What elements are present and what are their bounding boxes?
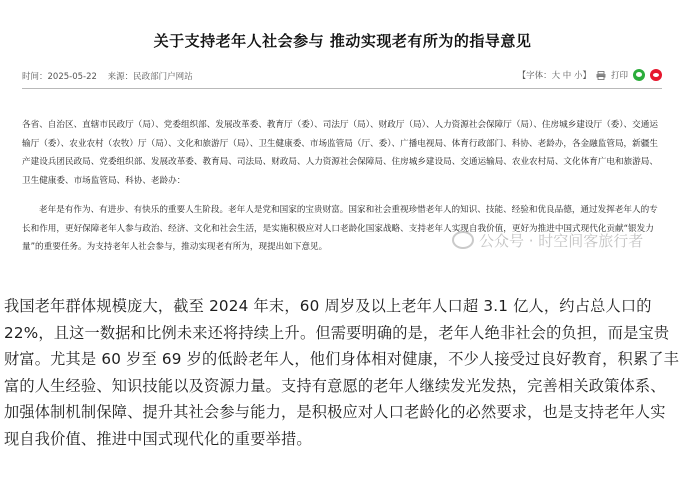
print-icon[interactable]: [596, 71, 606, 80]
divider: [22, 88, 662, 89]
caption-paragraph: 我国老年群体规模庞大，截至 2024 年末，60 周岁及以上老年人口超 3.1 亿人，约占总人口的 22%，且这一数据和比例未来还将持续上升。但需要明确的是，老年人绝非社会的负担，而是宝贵财富。尤其是 60 岁至 69 岁的低龄老年人，他们身体相对健康，不少人接受过良好教育，积累了丰富的人生经验、知识技能以及资源力量。支持有意愿的老年人继续发光发热，完善相关政策体系、加强体制机制保障、提升其社会参与能力，是积极应对人口老龄化的必然要求，也是支持老年人实现自我价值、推进中国式现代化的重要举措。: [4, 297, 680, 448]
source-label: 来源：民政部门户网站: [107, 72, 193, 82]
watermark-text: 公众号 · 时空间客旅行者: [479, 231, 644, 250]
wechat-logo-icon: [452, 231, 474, 249]
weibo-icon[interactable]: [650, 69, 662, 81]
document-title: 关于支持老年人社会参与 推动实现老有所为的指导意见: [153, 32, 532, 50]
meta-row: [22, 69, 662, 83]
font-size-selector[interactable]: 【字体：大 中 小】: [517, 71, 591, 81]
recipients-paragraph: 各省、自治区、直辖市民政厅（局）、党委组织部、发展改革委、教育厅（委）、司法厅（局）、财政厅（局）、人力资源社会保障厅（局）、住房城乡建设厅（委）、交通运输厅（委）、农业农村（农牧）厅（局）、文化和旅游厅（局）、卫生健康委、市场监管局（厅、委）、广播电视局、体育行政部门、科协、老龄办，各金融监管局，新疆生产建设兵团民政局、党委组织部、发展改革委、教育局、司法局、财政局、人力资源社会保障局、住房城乡建设局、交通运输局、农业农村局、文化体育广电和旅游局、卫生健康委、市场监管局、科协、老龄办：: [22, 120, 658, 186]
body-paragraph: 老年是有作为、有进步、有快乐的重要人生阶段。老年人是党和国家的宝贵财富。国家和社会重视珍惜老年人的知识、技能、经验和优良品德，通过发挥老年人的专长和作用，更好保障老年人参与政治、经济、文化和社会生活，是实施积极应对人口老龄化国家战略、支持老年人实现自我价值，更好为推进中国式现代化贡献“银发力量”的重要任务。为支持老年人社会参与，推动实现老有所为，现提出如下意见。: [22, 205, 658, 252]
publish-date: 时间：2025-05-22: [22, 72, 97, 82]
meta-left: [22, 70, 201, 82]
watermark: [452, 230, 643, 250]
meta-tools: [518, 69, 662, 81]
print-link[interactable]: 打印: [610, 71, 628, 81]
wechat-icon[interactable]: [633, 69, 645, 81]
